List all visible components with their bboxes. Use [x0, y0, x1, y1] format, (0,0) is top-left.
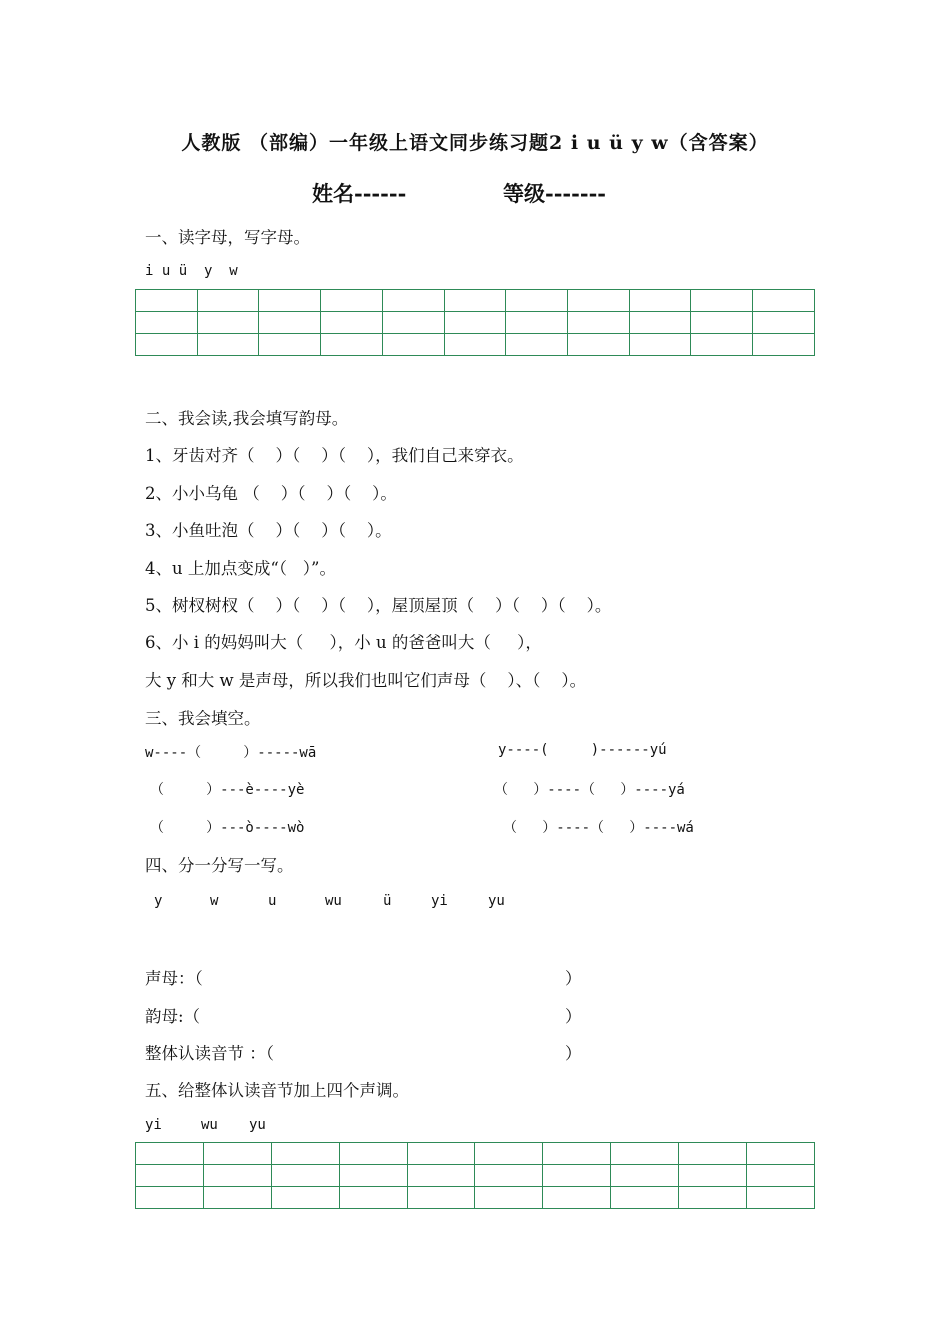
- grid-cell[interactable]: [753, 290, 815, 312]
- fill-item-6-cont: 大 y 和大 w 是声母，所以我们也叫它们声母（ ）、（ ）。: [145, 671, 587, 690]
- fill-item-2: 2、小小乌龟 （ ）（ ）（ ）。: [145, 484, 397, 503]
- chain-left-1: w----（ ）-----wā: [145, 745, 317, 761]
- grid-row: [136, 1143, 815, 1165]
- grid-cell[interactable]: [568, 334, 630, 356]
- grid-cell[interactable]: [321, 290, 383, 312]
- chain-right-3: （ ）----（ ）----wá: [503, 820, 694, 836]
- grid-cell[interactable]: [629, 290, 691, 312]
- writing-grid-1[interactable]: [135, 289, 815, 356]
- grid-cell[interactable]: [382, 290, 444, 312]
- grid-cell[interactable]: [444, 334, 506, 356]
- grid-cell[interactable]: [611, 1143, 679, 1165]
- fill-item-3: 3、小鱼吐泡（ ）（ ）（ ）。: [145, 521, 392, 540]
- grid-cell[interactable]: [747, 1187, 815, 1209]
- grid-cell[interactable]: [691, 290, 753, 312]
- grid-cell[interactable]: [136, 290, 198, 312]
- grid-cell[interactable]: [259, 312, 321, 334]
- section4-heading: 四、分一分写一写。: [145, 856, 294, 875]
- grid-cell[interactable]: [611, 1187, 679, 1209]
- grid-cell[interactable]: [197, 312, 259, 334]
- grid-cell[interactable]: [629, 334, 691, 356]
- grid-cell[interactable]: [321, 312, 383, 334]
- grid-cell[interactable]: [543, 1165, 611, 1187]
- grid-cell[interactable]: [444, 290, 506, 312]
- grid-cell[interactable]: [197, 290, 259, 312]
- writing-grid-2[interactable]: [135, 1142, 815, 1209]
- grid-cell[interactable]: [321, 334, 383, 356]
- syllable-y: y: [154, 893, 163, 909]
- chain-left-2: （ ）---è----yè: [150, 782, 305, 798]
- page-title: 人教版 （部编）一年级上语文同步练习题2 i u ü y w（含答案）: [181, 132, 769, 154]
- grid-cell[interactable]: [259, 334, 321, 356]
- whole-syllable-field-close: ）: [565, 1044, 582, 1063]
- grid-row: [136, 1165, 815, 1187]
- grid-cell[interactable]: [506, 312, 568, 334]
- grid-cell[interactable]: [444, 312, 506, 334]
- grid-cell[interactable]: [568, 312, 630, 334]
- grid-cell[interactable]: [197, 334, 259, 356]
- grid-cell[interactable]: [691, 334, 753, 356]
- chain-right-1: y----( )------yú: [498, 742, 667, 758]
- grid-cell[interactable]: [203, 1165, 271, 1187]
- grid-cell[interactable]: [136, 312, 198, 334]
- grid-cell[interactable]: [475, 1143, 543, 1165]
- grid-cell[interactable]: [136, 1165, 204, 1187]
- fill-item-1: 1、牙齿对齐（ ）（ ）（ ），我们自己来穿衣。: [145, 446, 524, 465]
- section5-heading: 五、给整体认读音节加上四个声调。: [145, 1081, 409, 1100]
- section2-heading: 二、我会读,我会填写韵母。: [145, 409, 349, 428]
- grid-cell[interactable]: [339, 1187, 407, 1209]
- name-field-label: 姓名------: [312, 181, 407, 206]
- grid-cell[interactable]: [136, 1143, 204, 1165]
- grid-cell[interactable]: [382, 312, 444, 334]
- grid-cell[interactable]: [747, 1143, 815, 1165]
- grid-row: [136, 334, 815, 356]
- syllable-yu: yu: [488, 893, 505, 909]
- syllable-u-umlaut: ü: [383, 893, 392, 909]
- grid-cell[interactable]: [271, 1143, 339, 1165]
- grid-cell[interactable]: [271, 1187, 339, 1209]
- grid-cell[interactable]: [259, 290, 321, 312]
- grid-cell[interactable]: [475, 1187, 543, 1209]
- finals-field-label: 韵母:（: [145, 1007, 201, 1026]
- grid-cell[interactable]: [679, 1143, 747, 1165]
- grid-cell[interactable]: [691, 312, 753, 334]
- grid-cell[interactable]: [611, 1165, 679, 1187]
- initials-field-label: 声母：（: [145, 969, 203, 988]
- grid-cell[interactable]: [136, 334, 198, 356]
- grid-cell[interactable]: [339, 1165, 407, 1187]
- section1-heading: 一、读字母，写字母。: [145, 228, 310, 247]
- grid-row: [136, 1187, 815, 1209]
- grid-cell[interactable]: [136, 1187, 204, 1209]
- grid-cell[interactable]: [506, 290, 568, 312]
- grid-cell[interactable]: [407, 1187, 475, 1209]
- grid-cell[interactable]: [543, 1143, 611, 1165]
- grid-row: [136, 290, 815, 312]
- fill-item-6: 6、小 i 的妈妈叫大（ ），小 u 的爸爸叫大（ ），: [145, 633, 542, 652]
- tone-syllable-yi: yi: [145, 1117, 162, 1133]
- section1-letters: i u ü y w: [145, 263, 238, 279]
- grid-cell[interactable]: [629, 312, 691, 334]
- grade-field-label: 等级-------: [503, 181, 607, 206]
- grid-cell[interactable]: [753, 312, 815, 334]
- whole-syllable-field-label: 整体认读音节 ：（: [145, 1044, 274, 1063]
- grid-cell[interactable]: [753, 334, 815, 356]
- grid-cell[interactable]: [271, 1165, 339, 1187]
- grid-cell[interactable]: [382, 334, 444, 356]
- grid-cell[interactable]: [203, 1187, 271, 1209]
- syllable-wu: wu: [325, 893, 342, 909]
- initials-field-close: ）: [565, 969, 582, 988]
- grid-cell[interactable]: [203, 1143, 271, 1165]
- grid-cell[interactable]: [679, 1165, 747, 1187]
- syllable-w: w: [210, 893, 219, 909]
- fill-item-5: 5、树杈树杈（ ）（ ）（ ），屋顶屋顶（ ）（ ）（ ）。: [145, 596, 612, 615]
- grid-cell[interactable]: [747, 1165, 815, 1187]
- grid-cell[interactable]: [407, 1143, 475, 1165]
- fill-item-4: 4、u 上加点变成“（ ）”。: [145, 559, 336, 578]
- syllable-yi: yi: [431, 893, 448, 909]
- grid-cell[interactable]: [506, 334, 568, 356]
- syllable-u: u: [268, 893, 277, 909]
- grid-row: [136, 312, 815, 334]
- tone-syllable-yu: yu: [249, 1117, 266, 1133]
- chain-right-2: （ ）----（ ）----yá: [494, 782, 685, 798]
- grid-cell[interactable]: [679, 1187, 747, 1209]
- grid-cell[interactable]: [407, 1165, 475, 1187]
- finals-field-close: ）: [565, 1007, 582, 1026]
- section3-heading: 三、我会填空。: [145, 709, 261, 728]
- grid-cell[interactable]: [339, 1143, 407, 1165]
- chain-left-3: （ ）---ò----wò: [150, 820, 305, 836]
- grid-cell[interactable]: [475, 1165, 543, 1187]
- grid-cell[interactable]: [568, 290, 630, 312]
- tone-syllable-wu: wu: [201, 1117, 218, 1133]
- grid-cell[interactable]: [543, 1187, 611, 1209]
